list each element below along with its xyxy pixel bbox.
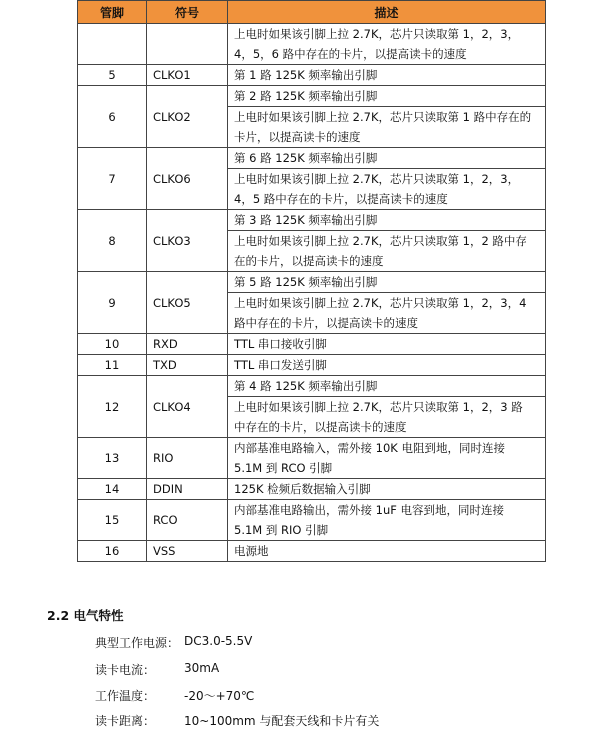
table-row [78,438,546,479]
pin-symbol-cell: CLKO1 [147,65,228,86]
table-row [78,65,546,86]
description-line: 第 6 路 125K 频率输出引脚 [234,151,378,165]
description-line: 125K 检频后数据输入引脚 [234,482,371,496]
pin-symbol-cell: CLKO2 [147,86,228,148]
spec-row-temperature [95,687,255,704]
pin-number-cell: 6 [78,86,147,148]
pin-number-cell: 7 [78,148,147,210]
pin-symbol-cell: CLKO5 [147,272,228,334]
pin-symbol-cell: CLKO6 [147,148,228,210]
description-line: 第 4 路 125K 频率输出引脚 [234,379,378,393]
pin-symbol-cell: CLKO3 [147,210,228,272]
header-pin: 管脚 [78,1,147,24]
description-line: 上电时如果该引脚上拉 2.7K，芯片只读取第 1，2，3 路 [234,400,523,414]
pin-description-cell [228,334,546,355]
description-line: 第 5 路 125K 频率输出引脚 [234,275,378,289]
pin-description-cell [228,376,546,397]
description-line: 上电时如果该引脚上拉 2.7K，芯片只读取第 1，2 路中存 [234,234,527,248]
table-row [78,86,546,107]
pin-description-cell [228,24,546,65]
pin-description-cell [228,107,546,148]
pin-description-cell [228,272,546,293]
spec-value: DC3.0-5.5V [184,634,253,648]
table-row [78,355,546,376]
pin-description-cell [228,397,546,438]
pin-number-cell [78,24,147,65]
spec-label: 读卡距离： [95,714,156,728]
spec-label: 工作温度： [95,689,156,703]
description-line: 电源地 [234,544,269,558]
pin-symbol-cell [147,24,228,65]
table-row [78,24,546,65]
description-line: 上电时如果该引脚上拉 2.7K，芯片只读取第 1，2，3， [234,27,520,41]
pin-description-cell [228,169,546,210]
pin-description-cell [228,210,546,231]
table-row [78,541,546,562]
description-line: 5.1M 到 RIO 引脚 [234,523,329,537]
description-line: 内部基准电路输出，需外接 1uF 电容到地，同时连接 [234,503,505,517]
description-line: 第 2 路 125K 频率输出引脚 [234,89,378,103]
description-line: 卡片，以提高读卡的速度 [234,130,361,144]
pin-symbol-cell: CLKO4 [147,376,228,438]
spec-row-current [95,661,220,678]
spec-label: 典型工作电源： [95,636,180,650]
table-row [78,500,546,541]
header-description: 描述 [228,1,546,24]
pin-description-cell [228,148,546,169]
section-title: 2.2 电气特性 [47,608,124,623]
pin-symbol-cell: RIO [147,438,228,479]
description-line: 在的卡片，以提高读卡的速度 [234,254,384,268]
spec-value: 30mA [184,661,220,675]
pin-description-cell [228,479,546,500]
pin-description-cell [228,541,546,562]
table-row [78,334,546,355]
pin-description-cell [228,293,546,334]
header-symbol: 符号 [147,1,228,24]
table-row [78,148,546,169]
table-row [78,272,546,293]
pin-number-cell: 14 [78,479,147,500]
pin-number-cell: 15 [78,500,147,541]
table-row [78,376,546,397]
description-line: 第 1 路 125K 频率输出引脚 [234,68,378,82]
description-line: 上电时如果该引脚上拉 2.7K，芯片只读取第 1，2，3， [234,172,520,186]
pin-description-cell [228,65,546,86]
pin-symbol-cell: DDIN [147,479,228,500]
pin-description-cell [228,355,546,376]
pin-number-cell: 16 [78,541,147,562]
pin-description-cell [228,500,546,541]
pin-number-cell: 8 [78,210,147,272]
pin-number-cell: 11 [78,355,147,376]
table-row [78,479,546,500]
description-line: 中存在的卡片，以提高读卡的速度 [234,420,407,434]
table-row [78,210,546,231]
pin-table [77,0,546,562]
description-line: 上电时如果该引脚上拉 2.7K，芯片只读取第 1，2，3，4 [234,296,527,310]
pin-symbol-cell: RCO [147,500,228,541]
description-line: 5.1M 到 RCO 引脚 [234,461,333,475]
description-line: 路中存在的卡片，以提高读卡的速度 [234,316,418,330]
pin-description-cell [228,86,546,107]
pin-description-cell [228,438,546,479]
description-line: TTL 串口发送引脚 [234,358,327,372]
spec-row-distance [95,712,380,729]
description-line: 第 3 路 125K 频率输出引脚 [234,213,378,227]
description-line: 4，5 路中存在的卡片，以提高读卡的速度 [234,192,448,206]
spec-value: -20～+70℃ [184,689,255,703]
pin-number-cell: 9 [78,272,147,334]
spec-value: 10~100mm 与配套天线和卡片有关 [184,714,380,728]
pin-symbol-cell: VSS [147,541,228,562]
description-line: TTL 串口接收引脚 [234,337,327,351]
table-body [78,24,546,562]
pin-symbol-cell: RXD [147,334,228,355]
table-header-row [78,1,546,24]
description-line: 内部基准电路输入，需外接 10K 电阻到地，同时连接 [234,441,505,455]
pin-number-cell: 10 [78,334,147,355]
pin-symbol-cell: TXD [147,355,228,376]
description-line: 4，5，6 路中存在的卡片，以提高读卡的速度 [234,47,467,61]
description-line: 上电时如果该引脚上拉 2.7K，芯片只读取第 1 路中存在的 [234,110,532,124]
spec-label: 读卡电流： [95,663,156,677]
spec-row-supply [95,634,253,651]
pin-number-cell: 13 [78,438,147,479]
pin-description-cell [228,231,546,272]
pin-number-cell: 5 [78,65,147,86]
pin-number-cell: 12 [78,376,147,438]
